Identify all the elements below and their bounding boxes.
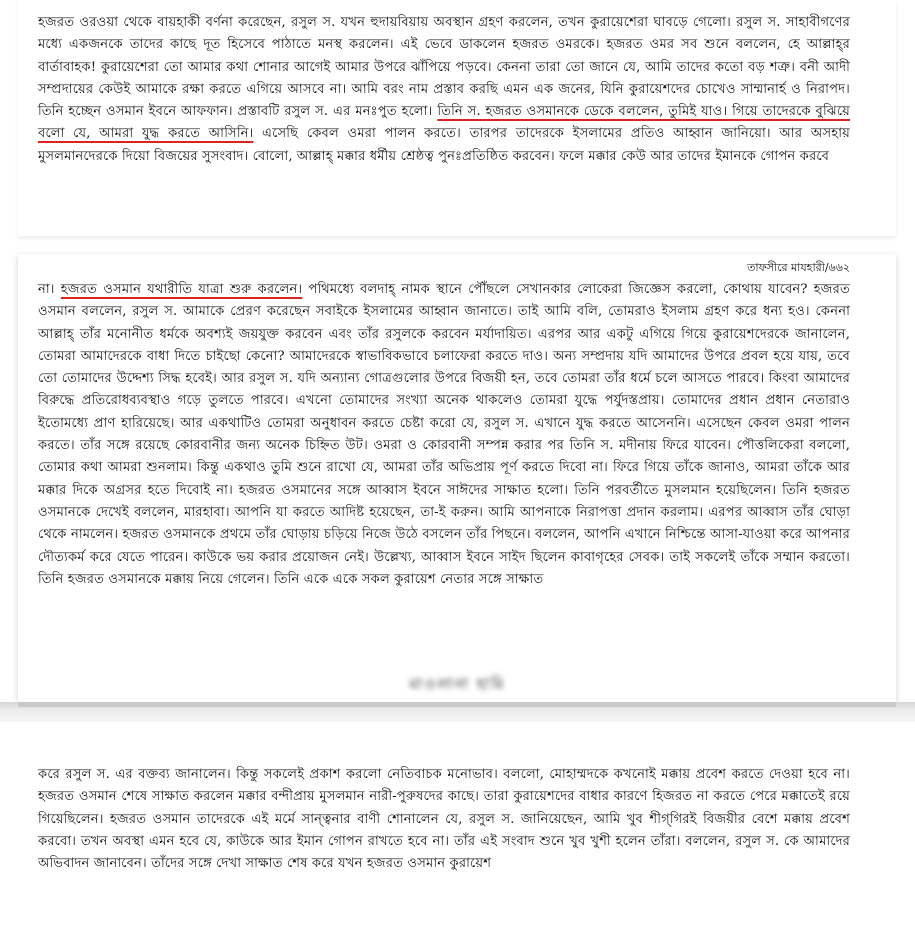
paragraph-1	[38, 12, 850, 168]
paragraph-1-before: হজরত ওরওয়া থেকে বায়হাকী বর্ণনা করেছেন, রসুল স. যখন হুদায়বিয়ায় অবস্থান গ্রহণ করলেন, তখন কুরায়েশেরা ঘাবড়ে গেলো। রসুল স. সাহাবীগণের মধ্যে একজনকে তাদের কাছে দূত হিসেবে পাঠাতে মনস্থ করলেন। এই ভেবে ডাকলেন হজরত ওমরকে। হজরত ওমর সব শুনে বললেন, হে আল্লাহ্‌র বার্তাবাহক! কুরায়েশেরা তো আমার কথা শোনার আগেই আমার উপরে ঝাঁপিয়ে পড়বে। কেননা তারা তো জানে যে, আমি তাদের কতো বড় শত্রু। বনী আদী সম্প্রদায়ের কেউই আমাকে রক্ষা করতে এগিয়ে আসবে না। আমি বরং নাম প্রস্তাব করছি এমন এক জনের, যিনি কুরায়েশদের চোখেও সাম্মানার্হ ও নিরাপদ। তিনি হচ্ছেন ওসমান ইবনে আফফান। প্রস্তাবটি রসুল স. এর মনঃপুত হলো।	[38, 15, 850, 120]
paragraph-2-start: না।	[38, 282, 61, 297]
highlighted-sentence-2: হজরত ওসমান যথারীতি যাত্রা শুরু করলেন।	[60, 282, 303, 297]
blurred-page-footer: মাওলানা হামি	[409, 675, 506, 693]
page-separator-edge	[18, 702, 896, 707]
paragraph-3-text: করে রসুল স. এর বক্তব্য জানালেন। কিন্তু সকলেই প্রকাশ করলো নেতিবাচক মনোভাব। বললো, মোহাম্মদকে কখনোই মক্কায় প্রবেশ করতে দেওয়া হবে না। হজরত ওসমান শেষে সাক্ষাত করলেন মক্কার বন্দীপ্রায় মুসলমান নারী-পুরুষদের কাছে। তারা কুরায়েশদের বাধার কারণে হিজরত না করতে পেরে মক্কাতেই রয়ে গিয়েছিলেন। হজরত ওসমান তাদেরকে এই মর্মে সান্ত্বনার বাণী শোনালেন যে, রসুল স. জানিয়েছেন, আমি খুব শীগ্‌গিরই বিজয়ীর বেশে মক্কায় প্রবেশ করবো। তখন অবস্থা এমন হবে যে, কাউকে আর ইমান গোপন রাখতে হবে না। তাঁর এই সংবাদ শুনে খুব খুশী হলেন তাঁরা। বললেন, রসুল স. কে আমাদের অভিবাদন জানাবেন। তাঁদের সঙ্গে দেখা সাক্ষাত শেষ করে যখন হজরত ওসমান কুরায়েশ	[38, 767, 850, 872]
paragraph-1-after: এসেছি কেবল ওমরা পালন করতে। তারপর তাদেরকে ইসলামের প্রতিও আহ্বান জানিয়ো। আর অসহায় মুসলমানদেরকে দিয়ো বিজয়ের সুসংবাদ। বোলো, আল্লাহ্‌ মক্কার ধর্মীয় শ্রেষ্ঠত্ব পুনঃপ্রতিষ্ঠিত করবেন। ফলে মক্কার কেউ আর তাদের ইমানকে গোপন করবে	[38, 126, 850, 164]
paragraph-3	[38, 764, 850, 875]
highlighted-sentence-1: তিনি স. হজরত ওসমানকে ডেকে বললেন, তুমিই যাও। গিয়ে তাদেরকে বুঝিয়ে বলো যে, আমরা যুদ্ধ করতে আসিনি।	[38, 104, 850, 142]
source-reference: তাফসীরে মাযহারী/৬৬২	[747, 261, 850, 274]
paragraph-2	[38, 279, 850, 591]
paragraph-2-rest: পথিমধ্যে বলদাহ্‌ নামক স্থানে পৌঁছলে সেখানকার লোকেরা জিজ্ঞেস করলো, কোথায় যাবেন? হজরত ওসমান বললেন, রসুল স. আমাকে প্রেরণ করেছেন সবাইকে ইসলামের আহ্বান জানাতে। তাই আমি বলি, তোমরাও ইসলাম গ্রহণ করে ধন্য হও। কেননা আল্লাহ্‌ তাঁর মনোনীত ধর্মকে অবশ্যই জয়যুক্ত করবেন এবং তাঁর রসুলকে করবেন মর্যাদায়িত। এরপর আর একটু এগিয়ে গিয়ে কুরায়েশদেরকে জানালেন, তোমরা আমাদেরকে বাধা দিতে চাইছো কেনো? আমাদেরকে স্বাভাবিকভাবে চলাফেরা করতে দাও। অন্য সম্প্রদায় যদি আমাদের উপরে প্রবল হয়ে যায়, তবে তো তোমাদের উদ্দেশ্য সিদ্ধ হবেই। আর রসুল স. যদি অন্যান্য গোত্রগুলোর উপরে বিজয়ী হন, তবে তোমরা তাঁর ধর্মে চলে আসতে পারবে। কিংবা আমাদের বিরুদ্ধে প্রতিরোধব্যবস্থাও গড়ে তুলতে পারবে। এখনো তোমাদের সংখ্যা অনেক থাকলেও তোমরা যুদ্ধে পর্যুদস্তপ্রায়। তোমাদের প্রধান প্রধান নেতারাও ইতোমধ্যে প্রাণ হারিয়েছে। আর একথাটিও তোমরা অনুধাবন করতে চেষ্টা করো যে, রসুল স. এখানে যুদ্ধ করতে আসেননি। এসেছেন কেবল ওমরা পালন করতে। তাঁর সঙ্গে রয়েছে কোরবানীর জন্য অনেক চিহ্নিত উট। ওমরা ও কোরবানী সম্পন্ন করার পর তিনি স. মদীনায় ফিরে যাবেন। পৌত্তলিকেরা বললো, তোমার কথা আমরা শুনলাম। কিন্তু একথাও তুমি শুনে রাখো যে, আমরা তাঁর অভিপ্রায় পূর্ণ করতে দিবো না। ফিরে গিয়ে তাঁকে জানাও, আমরা তাঁকে আর মক্কার দিকে অগ্রসর হতে দিবোই না। হজরত ওসমানের সঙ্গে আব্বাস ইবনে সাঈদের সাক্ষাত হলো। তিনি পরবর্তীতে মুসলমান হয়েছিলেন। তিনি হজরত ওসমানকে দেখেই বললেন, মারহাবা। আপনি যা করতে আদিষ্ট হয়েছেন, তা-ই করুন। আমি আপনাকে নিরাপত্তা প্রদান করলাম। এরপর আব্বাস তাঁর ঘোড়া থেকে নামলেন। হজরত ওসমানকে প্রথমে তাঁর ঘোড়ায় চড়িয়ে নিজে উঠে বসলেন তাঁর পিছনে। বললেন, আপনি এখানে নিশ্চিন্তে আসা-যাওয়া করে আপনার দৌত্যকর্ম করে যেতে পারেন। কাউকে ভয় করার প্রয়োজন নেই। উল্লেখ্য, আব্বাস ইবনে সাইদ ছিলেন কাবাগৃহের সেবক। তাই সকলেই তাঁকে সম্মান করতো। তিনি হজরত ওসমানকে মক্কায় নিয়ে গেলেন। তিনি একে একে সকল কুরায়েশ নেতার সঙ্গে সাক্ষাত	[38, 282, 850, 587]
